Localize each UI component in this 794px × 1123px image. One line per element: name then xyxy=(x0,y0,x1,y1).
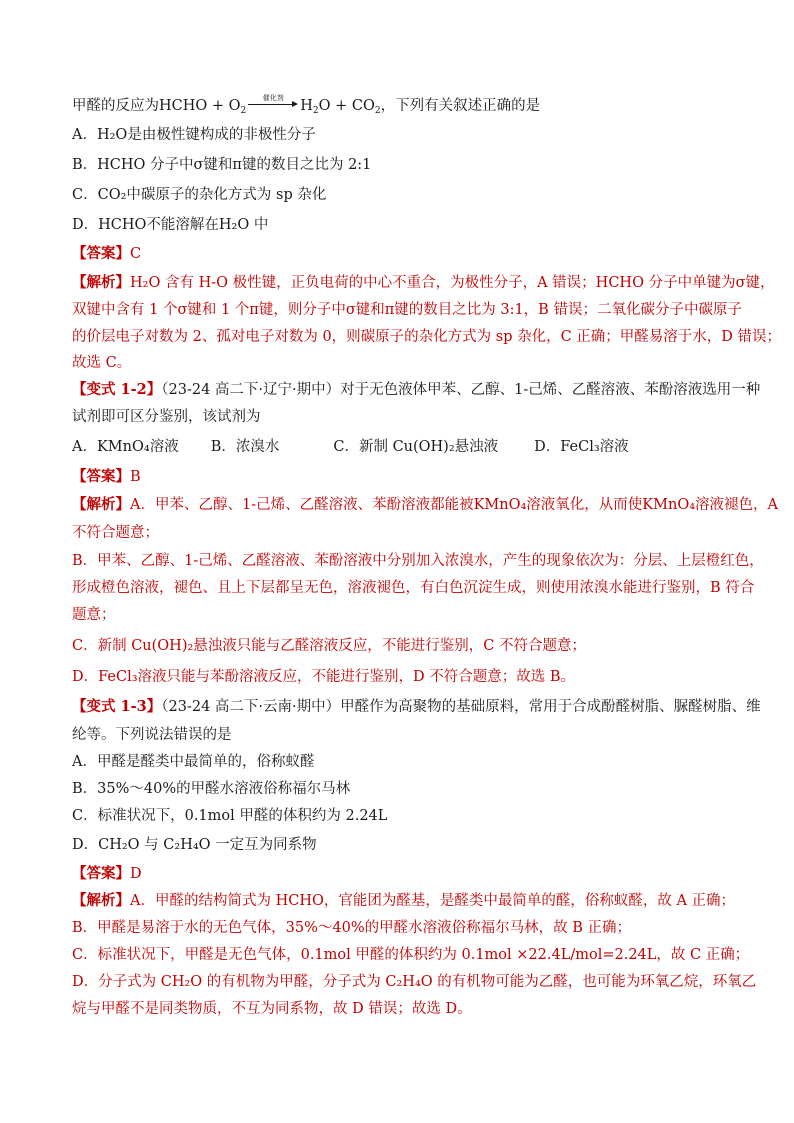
q1-stem xyxy=(72,96,540,116)
analysis-tag: 【解析】 xyxy=(72,892,130,909)
q3-analysis-line-3: C．标准状况下，甲醛是无色气体，0.1mol 甲醛的体积约为 0.1mol ×22.4L/mol=2.24L，故 C 正确； xyxy=(72,947,750,963)
answer-value: D xyxy=(130,866,142,882)
q2-answer xyxy=(72,467,141,487)
q2-option-c: C．新制 Cu(OH)₂悬浊液 xyxy=(333,439,499,455)
q1-option-d: D．HCHO不能溶解在H₂O 中 xyxy=(72,217,269,233)
answer-tag: 【答案】 xyxy=(72,245,130,262)
q2-analysis-line-2: 不符合题意； xyxy=(72,525,159,541)
q1-option-c: C．CO₂中碳原子的杂化方式为 sp 杂化 xyxy=(72,187,327,203)
eq-condition: 催化剂 xyxy=(262,94,284,102)
eq-reactants: HCHO + O xyxy=(159,98,241,114)
analysis-text: H₂O 含有 H-O 极性键，正负电荷的中心不重合，为极性分子，A 错误；HCHO 分子中单键为σ键， xyxy=(130,275,775,291)
answer-tag: 【答案】 xyxy=(72,865,130,882)
q1-stem-prefix: 甲醛的反应为 xyxy=(72,98,159,114)
variant-tag: 【变式 1-2】 xyxy=(72,381,162,398)
q2-analysis-line-4: 形成橙色溶液，褪色、且上下层都呈无色，溶液褪色，有白色沉淀生成，则使用浓溴水能进行鉴别，B 符合 xyxy=(72,580,755,596)
eq-prod-b: O + CO xyxy=(318,98,375,114)
q2-options xyxy=(72,437,629,457)
variant-tag: 【变式 1-3】 xyxy=(72,698,162,715)
q2-option-d: D．FeCl₃溶液 xyxy=(534,439,629,455)
q2-option-a: A．KMnO₄溶液 xyxy=(72,439,179,455)
q3-option-a: A．甲醛是醛类中最简单的，俗称蚁醛 xyxy=(72,754,315,770)
q1-analysis-line-4: 故选 C。 xyxy=(72,355,132,371)
q1-option-a: A．H₂O是由极性键构成的非极性分子 xyxy=(72,127,316,143)
q2-analysis-line-6: C．新制 Cu(OH)₂悬浊液只能与乙醛溶液反应，不能进行鉴别，C 不符合题意； xyxy=(72,638,586,654)
q1-stem-suffix: ，下列有关叙述正确的是 xyxy=(380,98,541,114)
q2-analysis-line-3: B．甲苯、乙醇、1-己烯、乙醛溶液、苯酚溶液中分别加入浓溴水，产生的现象依次为：分层、上层橙红色， xyxy=(72,553,764,569)
q1-option-b: B．HCHO 分子中σ键和π键的数目之比为 2:1 xyxy=(72,157,372,173)
eq-sub-h2: 2 xyxy=(312,106,319,116)
answer-value: B xyxy=(130,469,141,485)
q1-analysis-line-3: 的价层电子对数为 2、孤对电子对数为 0，则碳原子的杂化方式为 sp 杂化，C 正确；甲醛易溶于水，D 错误； xyxy=(72,329,782,345)
q2-analysis-line-7: D．FeCl₃溶液只能与苯酚溶液反应，不能进行鉴别，D 不符合题意；故选 B。 xyxy=(72,669,576,685)
q3-analysis-line-1 xyxy=(72,891,735,911)
q2-stem-line-2: 试剂即可区分鉴别，该试剂为 xyxy=(72,409,261,425)
q3-analysis-line-5: 烷与甲醛不是同类物质，不互为同系物，故 D 错误；故选 D。 xyxy=(72,1001,472,1017)
q3-answer xyxy=(72,864,142,884)
eq-prod-a: H xyxy=(300,98,313,114)
q1-equation xyxy=(159,94,381,116)
q3-analysis-line-4: D．分子式为 CH₂O 的有机物为甲醛，分子式为 C₂H₄O 的有机物可能为乙醛，也可能为环氧乙烷，环氧乙 xyxy=(72,974,757,990)
reaction-arrow-icon xyxy=(248,94,298,111)
analysis-text: A．甲醛的结构简式为 HCHO，官能团为醛基，是醛类中最简单的醛，俗称蚁醛，故 A 正确； xyxy=(130,893,736,909)
analysis-tag: 【解析】 xyxy=(72,274,130,291)
answer-value: C xyxy=(130,246,142,262)
q3-option-d: D．CH₂O 与 C₂H₄O 一定互为同系物 xyxy=(72,837,317,853)
analysis-text: A．甲苯、乙醇、1-己烯、乙醛溶液、苯酚溶液都能被KMnO₄溶液氧化，从而使KMnO₄溶液褪色，A xyxy=(130,497,779,513)
eq-sub-co2: 2 xyxy=(374,106,381,116)
q1-answer xyxy=(72,244,141,264)
q3-option-b: B．35%～40%的甲醛水溶液俗称福尔马林 xyxy=(72,781,351,797)
q3-analysis-line-2: B．甲醛是易溶于水的无色气体，35%～40%的甲醛水溶液俗称福尔马林，故 B 正确； xyxy=(72,920,631,936)
q3-stem-text: （23-24 高二下·云南·期中）甲醛作为高聚物的基础原料，常用于合成酚醛树脂、脲醛树脂、维 xyxy=(161,699,761,715)
q2-analysis-line-5: 题意； xyxy=(72,607,116,623)
answer-tag: 【答案】 xyxy=(72,468,130,485)
q3-stem-line-2: 纶等。下列说法错误的是 xyxy=(72,727,232,743)
q1-analysis-line-1 xyxy=(72,273,774,293)
analysis-tag: 【解析】 xyxy=(72,496,130,513)
q2-analysis-line-1 xyxy=(72,495,778,515)
q3-stem-line-1 xyxy=(72,697,761,717)
q2-option-b: B．浓溴水 xyxy=(210,439,280,455)
q3-option-c: C．标准状况下，0.1mol 甲醛的体积约为 2.24L xyxy=(72,808,388,824)
q2-stem-text: （23-24 高二下·辽宁·期中）对于无色液体甲苯、乙醇、1-己烯、乙醛溶液、苯酚溶液选用一种 xyxy=(161,382,761,398)
eq-sub-o2: 2 xyxy=(240,106,247,116)
q2-stem-line-1 xyxy=(72,380,760,400)
q1-analysis-line-2: 双键中含有 1 个σ键和 1 个π键，则分子中σ键和π键的数目之比为 3:1，B 错误；二氧化碳分子中碳原子 xyxy=(72,302,742,318)
